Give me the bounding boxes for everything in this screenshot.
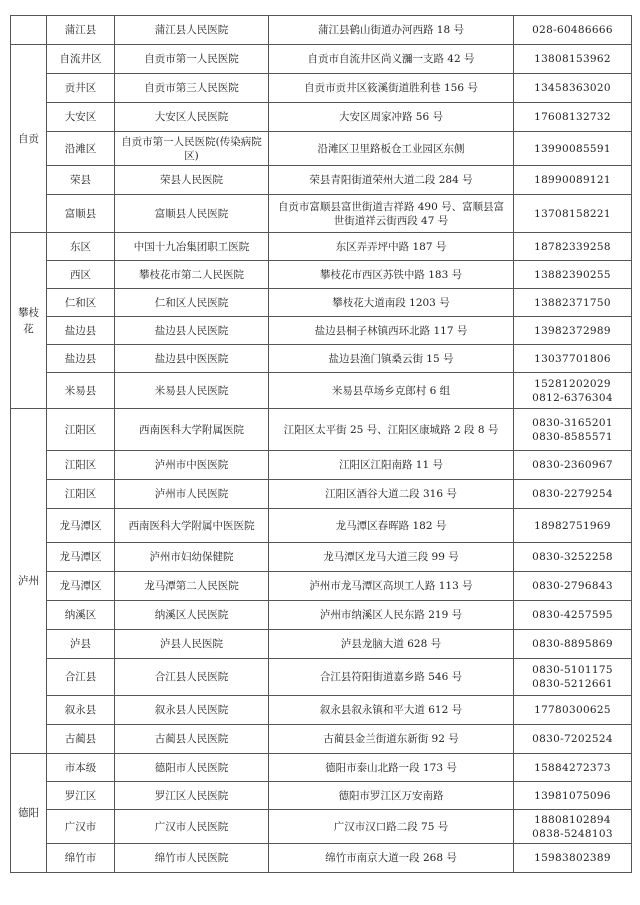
phone-number: 18782339258 [534, 240, 611, 253]
district-cell: 沿滩区 [47, 132, 115, 166]
hospital-cell: 中国十九冶集团职工医院 [115, 233, 269, 261]
table-row [11, 754, 632, 782]
address-cell: 泸州市纳溪区人民东路 219 号 [269, 601, 514, 630]
hospital-cell: 大安区人民医院 [115, 103, 269, 132]
district-cell: 江阳区 [47, 451, 115, 480]
phone-number: 0830-5101175 [532, 664, 613, 676]
district-cell: 泸县 [47, 630, 115, 659]
table-row [11, 74, 632, 103]
phone-number: 0830-2279254 [532, 488, 613, 500]
phone-cell [514, 451, 632, 480]
phone-number: 17608132732 [534, 111, 611, 123]
hospital-table [10, 15, 632, 873]
table-row [11, 261, 632, 289]
phone-number: 0830-8895869 [532, 638, 613, 650]
address-cell: 蒲江县鹤山街道办河西路 18 号 [269, 16, 514, 45]
address-cell: 攀枝花大道南段 1203 号 [269, 289, 514, 317]
table-row [11, 345, 632, 373]
hospital-cell: 泸县人民医院 [115, 630, 269, 659]
phone-cell [514, 166, 632, 195]
city-cell: 德阳 [11, 754, 47, 873]
district-cell: 叙永县 [47, 696, 115, 725]
table-row [11, 572, 632, 601]
hospital-cell: 古蔺县人民医院 [115, 725, 269, 754]
phone-number: 18990089121 [534, 174, 611, 186]
hospital-cell: 米易县人民医院 [115, 373, 269, 409]
table-row [11, 451, 632, 480]
table-row [11, 16, 632, 45]
table-row [11, 409, 632, 451]
district-cell: 龙马潭区 [47, 572, 115, 601]
phone-cell [514, 16, 632, 45]
phone-number: 0830-3165201 [532, 416, 613, 429]
table-row [11, 132, 632, 166]
hospital-cell: 纳溪区人民医院 [115, 601, 269, 630]
hospital-cell: 自贡市第一人民医院 [115, 45, 269, 74]
hospital-cell: 龙马潭第二人民医院 [115, 572, 269, 601]
district-cell: 西区 [47, 261, 115, 289]
address-cell: 米易县草场乡克郎村 6 组 [269, 373, 514, 409]
hospital-cell: 盐边县中医医院 [115, 345, 269, 373]
address-cell: 古蔺县金兰街道东新街 92 号 [269, 725, 514, 754]
phone-cell [514, 572, 632, 601]
phone-number: 0830-7202524 [532, 733, 613, 745]
table-row [11, 45, 632, 74]
hospital-cell: 绵竹市人民医院 [115, 844, 269, 873]
phone-cell [514, 754, 632, 782]
district-cell: 龙马潭区 [47, 543, 115, 572]
city-cell: 攀枝花 [11, 233, 47, 409]
phone-cell [514, 317, 632, 345]
phone-number: 13882371750 [534, 296, 611, 309]
district-cell: 荣县 [47, 166, 115, 195]
address-cell: 盐边县渔门镇桑云街 15 号 [269, 345, 514, 373]
table-row [11, 725, 632, 754]
table-row [11, 480, 632, 509]
table-row [11, 630, 632, 659]
phone-cell [514, 409, 632, 451]
address-cell: 荣县青阳街道荣州大道二段 284 号 [269, 166, 514, 195]
table-row [11, 543, 632, 572]
district-cell: 盐边县 [47, 317, 115, 345]
phone-cell [514, 659, 632, 696]
phone-number: 15281202029 [534, 377, 611, 390]
district-cell: 广汉市 [47, 810, 115, 844]
phone-cell [514, 480, 632, 509]
district-cell: 纳溪区 [47, 601, 115, 630]
phone-cell [514, 509, 632, 543]
city-cell: 自贡 [11, 45, 47, 233]
district-cell: 合江县 [47, 659, 115, 696]
phone-number: 18808102894 [534, 813, 611, 826]
hospital-cell: 广汉市人民医院 [115, 810, 269, 844]
address-cell: 龙马潭区春晖路 182 号 [269, 509, 514, 543]
hospital-cell: 西南医科大学附属医院 [115, 409, 269, 451]
hospital-cell: 合江县人民医院 [115, 659, 269, 696]
table-row [11, 601, 632, 630]
address-cell: 德阳市罗江区万安南路 [269, 782, 514, 810]
phone-cell [514, 345, 632, 373]
address-cell: 自贡市富顺县富世街道吉祥路 490 号、富顺县富世街道祥云街西段 47 号 [269, 195, 514, 233]
phone-cell [514, 630, 632, 659]
phone-cell [514, 261, 632, 289]
table-row [11, 844, 632, 873]
phone-number: 18982751969 [534, 519, 611, 532]
phone-cell [514, 45, 632, 74]
hospital-cell: 仁和区人民医院 [115, 289, 269, 317]
hospital-cell: 自贡市第一人民医院(传染病院区) [115, 132, 269, 166]
district-cell: 绵竹市 [47, 844, 115, 873]
district-cell: 贡井区 [47, 74, 115, 103]
hospital-table-body [11, 16, 632, 873]
phone-cell [514, 844, 632, 873]
hospital-cell: 德阳市人民医院 [115, 754, 269, 782]
phone-number: 13990085591 [534, 142, 611, 155]
address-cell: 攀枝花市西区苏铁中路 183 号 [269, 261, 514, 289]
table-row [11, 103, 632, 132]
district-cell: 盐边县 [47, 345, 115, 373]
address-cell: 大安区周家冲路 56 号 [269, 103, 514, 132]
hospital-cell: 叙永县人民医院 [115, 696, 269, 725]
hospital-cell: 富顺县人民医院 [115, 195, 269, 233]
phone-number: 13981075096 [534, 789, 611, 802]
district-cell: 自流井区 [47, 45, 115, 74]
phone-cell [514, 132, 632, 166]
district-cell: 罗江区 [47, 782, 115, 810]
phone-cell [514, 289, 632, 317]
hospital-cell: 荣县人民医院 [115, 166, 269, 195]
phone-number: 0830-2796843 [532, 580, 613, 592]
phone-number: 0830-2360967 [532, 459, 613, 471]
phone-cell [514, 725, 632, 754]
phone-cell [514, 782, 632, 810]
address-cell: 江阳区太平街 25 号、江阳区康城路 2 段 8 号 [269, 409, 514, 451]
district-cell: 仁和区 [47, 289, 115, 317]
phone-number: 13882390255 [534, 268, 611, 281]
address-cell: 沿滩区卫里路板仓工业园区东侧 [269, 132, 514, 166]
phone-cell [514, 373, 632, 409]
phone-number: 17780300625 [534, 704, 611, 716]
phone-cell [514, 103, 632, 132]
hospital-cell: 攀枝花市第二人民医院 [115, 261, 269, 289]
table-row [11, 696, 632, 725]
address-cell: 龙马潭区龙马大道三段 99 号 [269, 543, 514, 572]
phone-number: 15884272373 [534, 761, 611, 774]
district-cell: 市本级 [47, 754, 115, 782]
hospital-cell: 罗江区人民医院 [115, 782, 269, 810]
phone-number: 13037701806 [534, 352, 611, 365]
table-row [11, 782, 632, 810]
district-cell: 龙马潭区 [47, 509, 115, 543]
address-cell: 东区弄弄坪中路 187 号 [269, 233, 514, 261]
hospital-cell: 蒲江县人民医院 [115, 16, 269, 45]
district-cell: 江阳区 [47, 409, 115, 451]
city-cell [11, 16, 47, 45]
phone-number: 0838-5248103 [532, 827, 613, 840]
table-row [11, 810, 632, 844]
hospital-cell: 泸州市人民医院 [115, 480, 269, 509]
phone-number: 0830-3252258 [532, 551, 613, 563]
district-cell: 蒲江县 [47, 16, 115, 45]
phone-cell [514, 195, 632, 233]
hospital-cell: 自贡市第三人民医院 [115, 74, 269, 103]
hospital-cell: 泸州市中医医院 [115, 451, 269, 480]
address-cell: 盐边县桐子林镇西环北路 117 号 [269, 317, 514, 345]
address-cell: 合江县符阳街道嘉乡路 546 号 [269, 659, 514, 696]
address-cell: 绵竹市南京大道一段 268 号 [269, 844, 514, 873]
phone-cell [514, 233, 632, 261]
district-cell: 米易县 [47, 373, 115, 409]
address-cell: 泸县龙脑大道 628 号 [269, 630, 514, 659]
address-cell: 江阳区酒谷大道二段 316 号 [269, 480, 514, 509]
phone-number: 0830-8585571 [532, 430, 613, 443]
phone-cell [514, 696, 632, 725]
phone-cell [514, 74, 632, 103]
district-cell: 古蔺县 [47, 725, 115, 754]
table-row [11, 317, 632, 345]
address-cell: 泸州市龙马潭区高坝工人路 113 号 [269, 572, 514, 601]
phone-cell [514, 601, 632, 630]
phone-number: 0830-4257595 [532, 609, 613, 621]
phone-number: 028-60486666 [532, 24, 613, 36]
phone-number: 13808153962 [534, 53, 611, 65]
table-row [11, 233, 632, 261]
hospital-cell: 西南医科大学附属中医医院 [115, 509, 269, 543]
address-cell: 德阳市泰山北路一段 173 号 [269, 754, 514, 782]
district-cell: 富顺县 [47, 195, 115, 233]
district-cell: 东区 [47, 233, 115, 261]
phone-number: 13982372989 [534, 324, 611, 337]
phone-cell [514, 543, 632, 572]
phone-number: 15983802389 [534, 852, 611, 864]
address-cell: 叙永县叙永镇和平大道 612 号 [269, 696, 514, 725]
table-row [11, 166, 632, 195]
phone-number: 0812-6376304 [532, 391, 613, 404]
table-row [11, 289, 632, 317]
table-row [11, 195, 632, 233]
table-row [11, 373, 632, 409]
city-cell: 泸州 [11, 409, 47, 754]
hospital-cell: 盐边县人民医院 [115, 317, 269, 345]
phone-number: 13708158221 [534, 207, 611, 220]
table-row [11, 659, 632, 696]
address-cell: 自贡市自流井区尚义瀰一支路 42 号 [269, 45, 514, 74]
address-cell: 江阳区江阳南路 11 号 [269, 451, 514, 480]
hospital-cell: 泸州市妇幼保健院 [115, 543, 269, 572]
phone-number: 0830-5212661 [532, 678, 613, 690]
address-cell: 自贡市贡井区筱溪街道胜利巷 156 号 [269, 74, 514, 103]
phone-cell [514, 810, 632, 844]
phone-number: 13458363020 [534, 82, 611, 94]
address-cell: 广汉市汉口路二段 75 号 [269, 810, 514, 844]
district-cell: 大安区 [47, 103, 115, 132]
table-row [11, 509, 632, 543]
district-cell: 江阳区 [47, 480, 115, 509]
